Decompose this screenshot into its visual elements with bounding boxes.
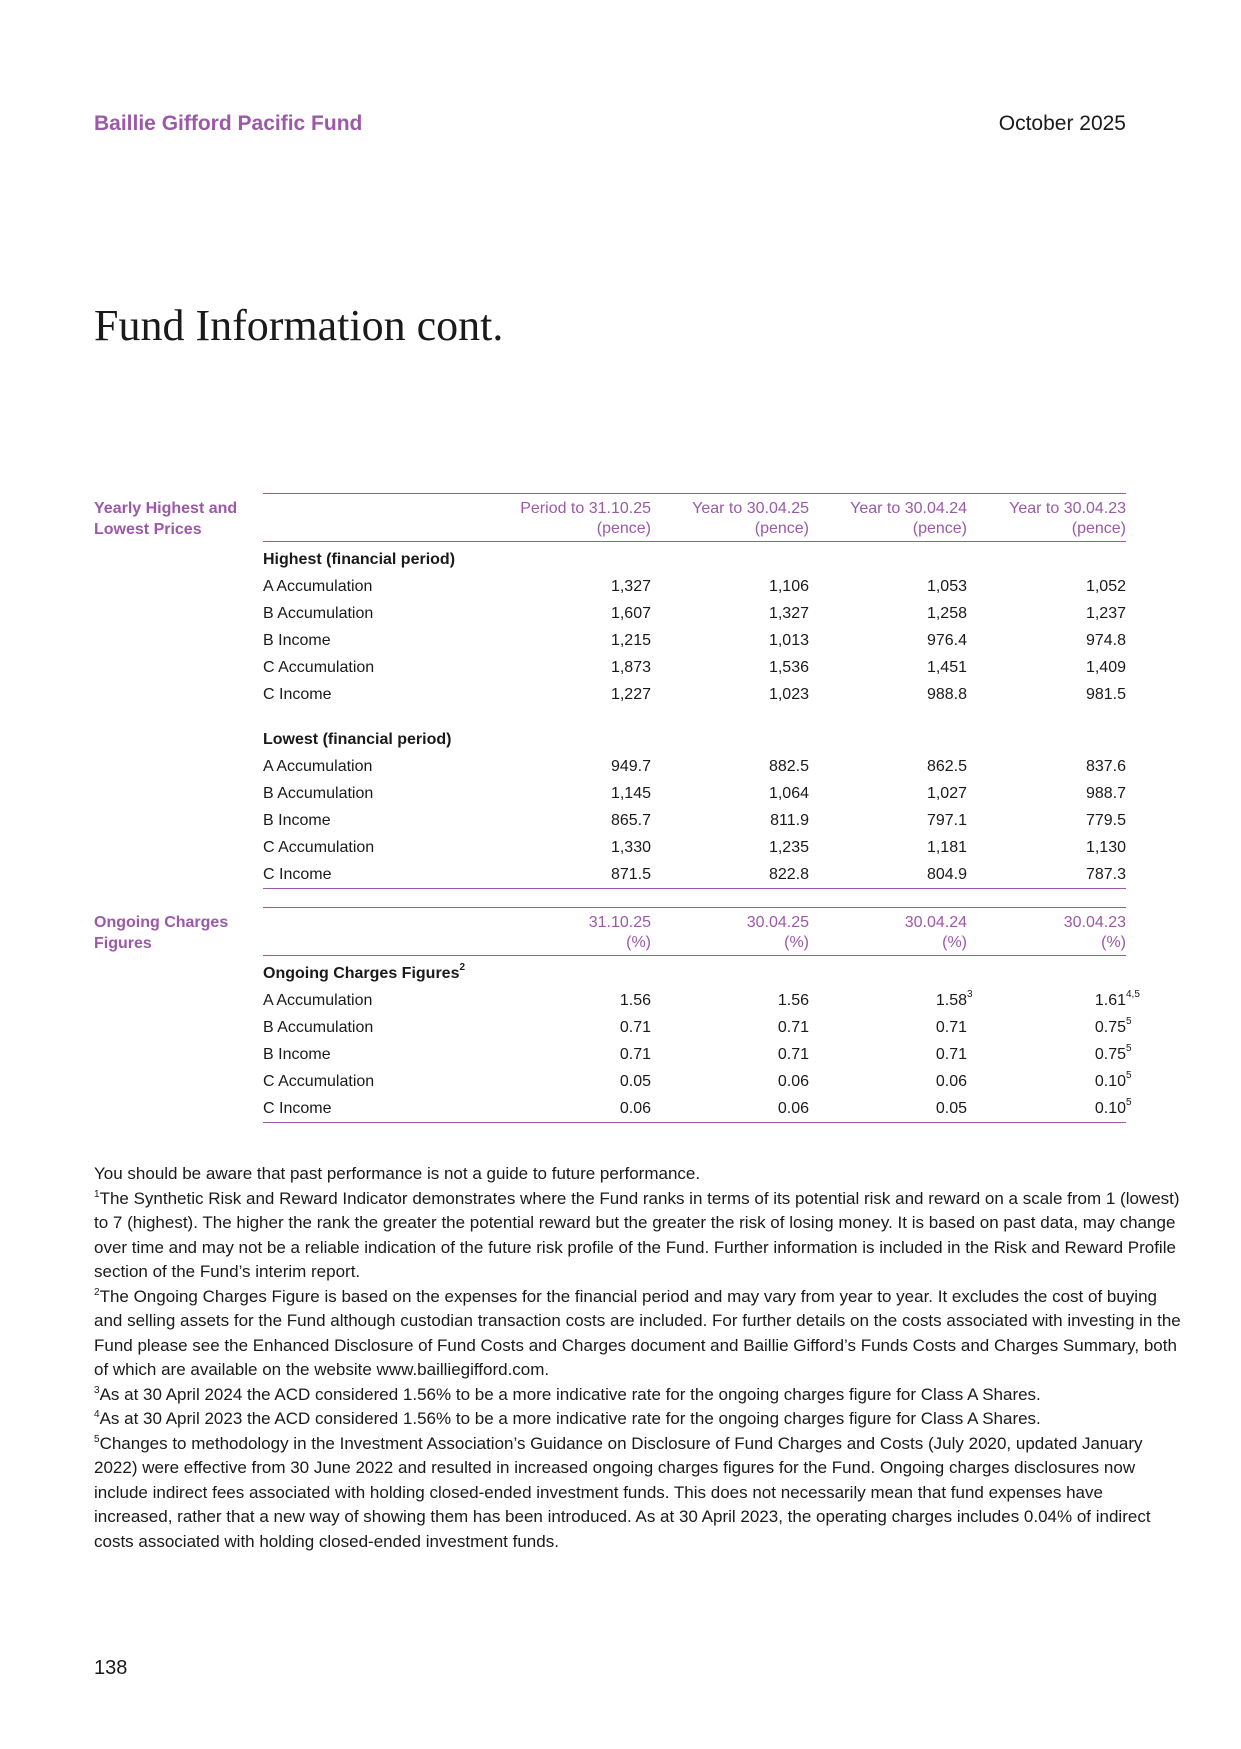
prices-table (263, 493, 1126, 889)
prices-col-header: Period to 31.10.25 (pence) (520, 500, 651, 537)
footnote-ref: 2 (459, 962, 466, 973)
footnote-ref: 3 (967, 989, 973, 1000)
prices-col-header: Year to 30.04.23 (pence) (1009, 500, 1126, 537)
footnote-3: $^3$As at 30 April 2024 the ACD considered 1.56% to be a more indicative rate for the ongoing charges figure for Class A Shares. (94, 1384, 1041, 1404)
page-title: Fund Information cont. (94, 301, 504, 350)
fund-name-header: Baillie Gifford Pacific Fund (94, 112, 363, 135)
table-row: B Income 1,215 1,013 976.4 974.8 (263, 632, 1126, 649)
ocf-section-label: Ongoing Charges Figures (94, 914, 229, 952)
footnote-2: $^2$The Ongoing Charges Figure is based on the expenses for the financial period and may vary from year to year. It excludes the cost of buying and selling assets for the Fund although custodian transaction costs are included. For further details on the costs associated with investing in the Fund please see the Enhanced Disclosure of Fund Costs and Charges document and Baillie Gifford’s Funds Costs and Charges Summary, both of which are available on the website www.bailliegifford.com. (94, 1286, 1181, 1379)
table-row: B Accumulation 1,607 1,327 1,258 1,237 (263, 605, 1126, 622)
footnotes (94, 1162, 1184, 1554)
prices-section-label: Yearly Highest and Lowest Prices (94, 500, 238, 538)
ocf-col-header: 30.04.24 (%) (904, 914, 967, 951)
footnote-ref: 5 (1126, 1070, 1132, 1081)
footnote-ref: 5 (1126, 1097, 1132, 1108)
footnote-1: $^1$The Synthetic Risk and Reward Indicator demonstrates where the Fund ranks in terms of its potential risk and reward on a scale from 1 (lowest) to 7 (highest). The higher the rank the greater the potential reward but the greater the risk of losing money. It is based on past data, may change over time and may not be a reliable indication of the future risk profile of the Fund. Further information is included in the Risk and Reward Profile section of the Fund’s interim report. (94, 1188, 1180, 1281)
ocf-header-blank (263, 908, 493, 956)
table-row: C Income 1,227 1,023 988.8 981.5 (263, 686, 1126, 703)
footnote-5: $^5$Changes to methodology in the Investment Association’s Guidance on Disclosure of Fund Charges and Costs (July 2020, updated January 2022) were effective from 30 June 2022 and resulted in increased ongoing charges figures for the Fund. Ongoing charges disclosures now include indirect fees associated with holding closed-ended investment funds. This does not necessarily mean that fund expenses have increased, rather that a new way of showing them has been introduced. As at 30 April 2023, the operating charges includes 0.04% of indirect costs associated with holding closed-ended investment funds. (94, 1433, 1151, 1551)
prices-col-header: Year to 30.04.25 (pence) (692, 500, 809, 537)
group-row-highest: Highest (financial period) (263, 551, 456, 568)
footnote-4: $^4$As at 30 April 2023 the ACD considered 1.56% to be a more indicative rate for the ongoing charges figure for Class A Shares. (94, 1409, 1041, 1428)
prices-header-blank (263, 494, 493, 542)
footnote-ref: 5 (1126, 1043, 1132, 1054)
table-row: B Income 865.7 811.9 797.1 779.5 (263, 812, 1126, 829)
ocf-col-header: 30.04.25 (%) (746, 914, 809, 951)
ocf-header-row (263, 908, 1126, 956)
group-row-lowest: Lowest (financial period) (263, 731, 452, 748)
table-row: C Accumulation 0.05 0.06 0.06 0.10 5 (263, 1070, 1132, 1090)
ocf-table (263, 907, 1140, 1123)
footnote-ref: 4,5 (1126, 989, 1140, 1000)
table-row: B Income 0.71 0.71 0.71 0.75 5 (263, 1043, 1132, 1063)
page-number: 138 (94, 1657, 128, 1679)
table-row: B Accumulation 0.71 0.71 0.71 0.75 5 (263, 1016, 1132, 1036)
group-row-ocf: Ongoing Charges Figures$^2$ (263, 962, 466, 982)
ocf-col-header: 30.04.23 (%) (1063, 914, 1126, 951)
table-row: B Accumulation 1,145 1,064 1,027 988.7 (263, 785, 1126, 802)
prices-col-header: Year to 30.04.24 (pence) (850, 500, 967, 537)
table-row: A Accumulation 1,327 1,106 1,053 1,052 (263, 578, 1126, 595)
table-row: C Income 871.5 822.8 804.9 787.3 (263, 861, 1126, 889)
table-row: A Accumulation 949.7 882.5 862.5 837.6 (263, 758, 1126, 775)
table-row: C Accumulation 1,330 1,235 1,181 1,130 (263, 839, 1126, 856)
past-performance-note: You should be aware that past performance is not a guide to future performance. (94, 1164, 701, 1183)
spacer-row (263, 708, 1126, 722)
table-row: C Accumulation 1,873 1,536 1,451 1,409 (263, 659, 1126, 676)
footnote-ref: 5 (1126, 1016, 1132, 1027)
prices-header-row (263, 494, 1126, 542)
table-row: C Income 0.06 0.06 0.05 0.10 5 (263, 1095, 1126, 1123)
table-row: A Accumulation 1.56 1.56 1.58 3 1.61 4,5 (263, 989, 1140, 1009)
ocf-col-header: 31.10.25 (%) (588, 914, 651, 951)
report-date: October 2025 (998, 112, 1126, 135)
